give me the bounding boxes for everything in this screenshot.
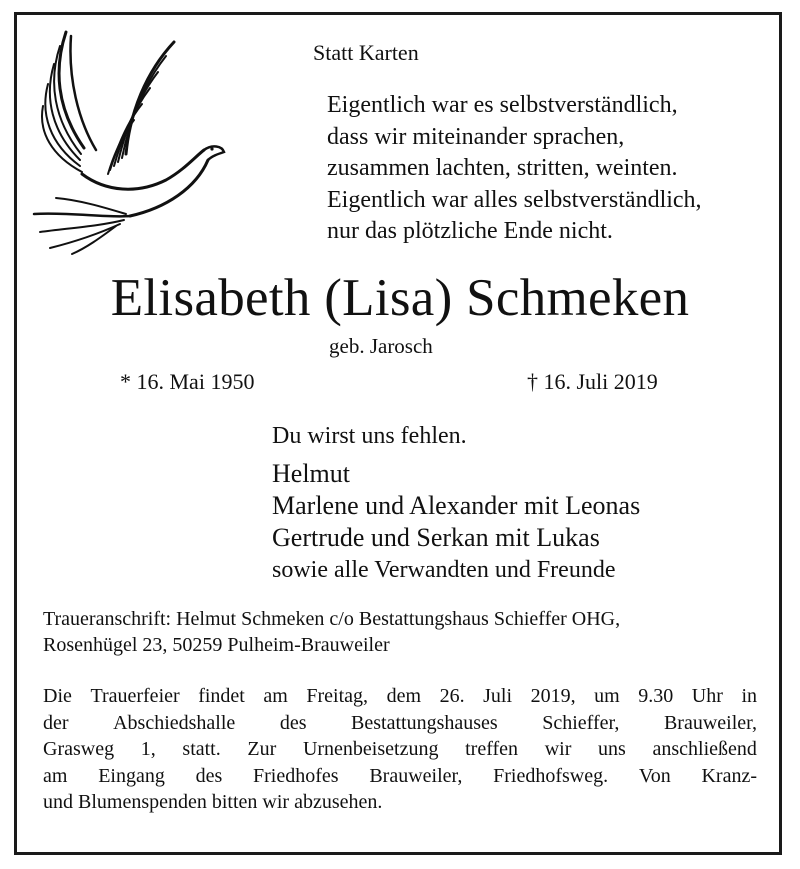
ceremony-word: Zur bbox=[247, 738, 277, 760]
poem bbox=[327, 90, 702, 248]
ceremony-word: Friedhofsweg. bbox=[493, 764, 609, 787]
ceremony-line bbox=[43, 763, 757, 790]
family-line: Helmut bbox=[272, 459, 350, 488]
family-list bbox=[272, 458, 640, 586]
deceased-name: Elisabeth (Lisa) Schmeken bbox=[110, 269, 690, 327]
address-line: Rosenhügel 23, 50259 Pulheim-Brauweiler bbox=[43, 634, 390, 656]
ceremony-word: Die bbox=[43, 685, 72, 707]
ceremony-word: Abschiedshalle bbox=[113, 711, 236, 734]
family-line: Marlene und Alexander mit Leonas bbox=[272, 491, 641, 520]
ceremony-word: Kranz- bbox=[701, 764, 757, 787]
ceremony-word: der bbox=[43, 711, 69, 734]
ceremony-word: Urnenbeisetzung bbox=[302, 738, 439, 760]
statt-karten-label: Statt Karten bbox=[313, 40, 419, 65]
ceremony-word: anschließend bbox=[652, 738, 757, 760]
ceremony-word: Schieffer, bbox=[542, 711, 620, 734]
birth-date: * 16. Mai 1950 bbox=[120, 369, 255, 394]
ceremony-word: Von bbox=[638, 764, 671, 787]
ceremony-word: Uhr bbox=[691, 685, 723, 707]
ceremony-word: 2019, bbox=[530, 685, 576, 707]
poem-line: nur das plötzliche Ende nicht. bbox=[327, 218, 613, 244]
death-date: † 16. Juli 2019 bbox=[527, 369, 658, 394]
ceremony-word: findet bbox=[198, 685, 245, 707]
ceremony-word: in bbox=[741, 685, 757, 707]
ceremony-word: uns bbox=[598, 738, 626, 760]
ceremony-line bbox=[43, 710, 757, 737]
ceremony-word: Bestattungshauses bbox=[351, 711, 498, 734]
ceremony-word: treffen bbox=[465, 738, 519, 760]
ceremony-word: statt. bbox=[182, 738, 221, 760]
ceremony-word: Friedhofes bbox=[253, 764, 339, 787]
ceremony-line: und Blumenspenden bitten wir abzusehen. bbox=[43, 791, 383, 813]
ceremony-line bbox=[43, 683, 757, 710]
maiden-name: geb. Jarosch bbox=[329, 334, 433, 358]
ceremony-word: 26. bbox=[439, 685, 465, 707]
ceremony-word: des bbox=[195, 764, 223, 787]
ceremony-word: Brauweiler, bbox=[663, 711, 757, 734]
family-line: sowie alle Verwandten und Freunde bbox=[272, 557, 616, 583]
farewell-text: Du wirst uns fehlen. bbox=[272, 423, 467, 449]
ceremony-word: Grasweg bbox=[43, 738, 115, 760]
dove-icon bbox=[26, 28, 231, 256]
ceremony-word: am bbox=[263, 685, 288, 707]
ceremony-word: des bbox=[279, 711, 307, 734]
ceremony-line bbox=[43, 736, 757, 763]
address-line: Traueranschrift: Helmut Schmeken c/o Bestattungshaus Schieffer OHG, bbox=[43, 608, 621, 630]
poem-line: Eigentlich war es selbstverständlich, bbox=[327, 92, 678, 118]
ceremony-word: 9.30 bbox=[638, 685, 674, 707]
ceremony-text bbox=[43, 683, 757, 816]
poem-line: Eigentlich war alles selbstverständlich, bbox=[327, 186, 702, 213]
ceremony-word: Juli bbox=[483, 685, 513, 707]
ceremony-word: am bbox=[43, 764, 68, 787]
poem-line: dass wir miteinander sprachen, bbox=[327, 123, 625, 150]
ceremony-word: wir bbox=[544, 738, 572, 760]
ceremony-word: dem bbox=[386, 685, 422, 707]
ceremony-word: Eingang bbox=[98, 764, 165, 787]
ceremony-word: Trauerfeier bbox=[90, 685, 180, 707]
ceremony-word: Freitag, bbox=[306, 685, 369, 707]
ceremony-word: Brauweiler, bbox=[369, 764, 463, 787]
ceremony-word: um bbox=[594, 685, 620, 707]
poem-line: zusammen lachten, stritten, weinten. bbox=[327, 155, 678, 181]
family-line: Gertrude und Serkan mit Lukas bbox=[272, 523, 600, 552]
ceremony-word: 1, bbox=[140, 738, 156, 760]
mourning-address bbox=[43, 606, 620, 658]
